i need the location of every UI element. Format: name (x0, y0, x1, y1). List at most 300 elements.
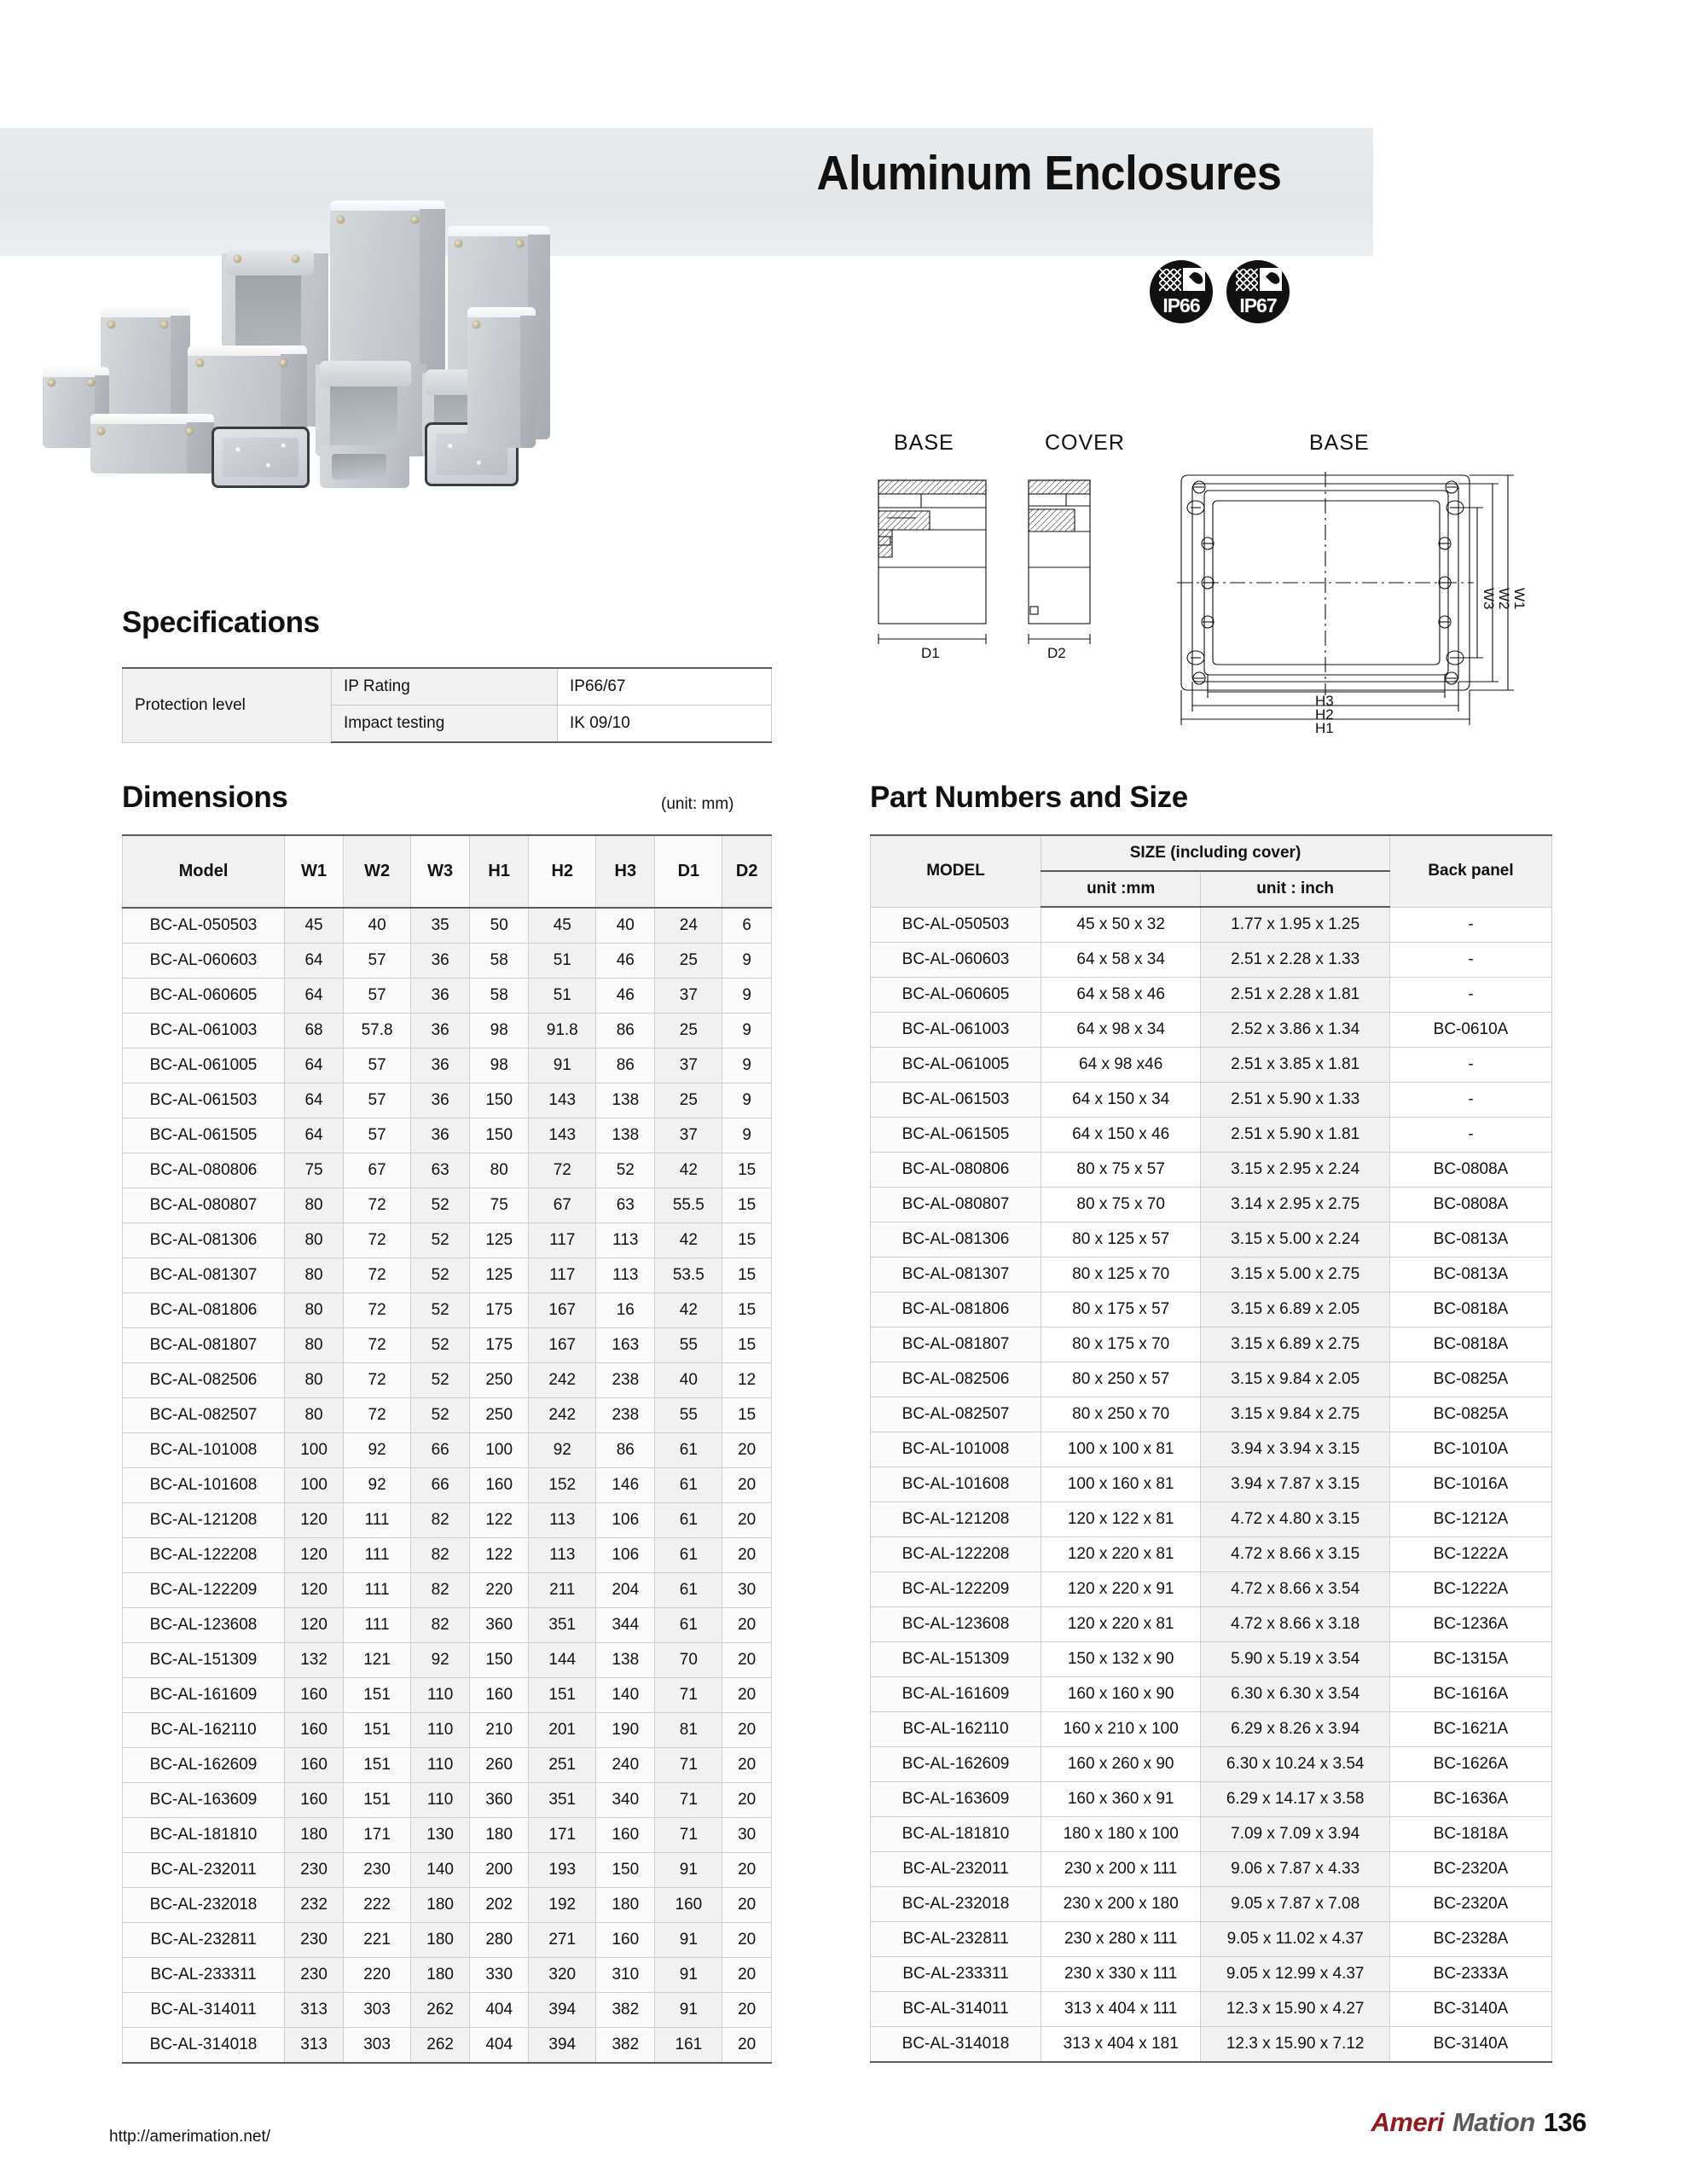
cell-d1: 25 (655, 1014, 722, 1048)
cell-w3: 36 (411, 1048, 470, 1083)
cell-model: BC-AL-314011 (871, 1992, 1041, 2027)
cell-w2: 111 (344, 1608, 411, 1643)
cell-w1: 180 (285, 1818, 344, 1853)
cell-d2: 20 (722, 1748, 772, 1783)
cell-h2: 113 (529, 1503, 596, 1538)
cell-w2: 57 (344, 1083, 411, 1118)
dimensions-table-head (123, 835, 772, 908)
cell-w3: 180 (411, 1888, 470, 1923)
cell-h1: 175 (470, 1293, 529, 1328)
cell-h2: 351 (529, 1608, 596, 1643)
cell-model: BC-AL-061003 (123, 1014, 285, 1048)
table-row (871, 1188, 1552, 1223)
cell-back-panel: BC-0813A (1390, 1258, 1552, 1292)
col-h1: H1 (470, 835, 529, 908)
cell-h3: 140 (596, 1678, 655, 1713)
cell-w2: 72 (344, 1258, 411, 1293)
cell-h3: 238 (596, 1398, 655, 1433)
cell-model: BC-AL-122208 (123, 1538, 285, 1573)
part-numbers-table-head (871, 835, 1552, 907)
cell-size-inch: 3.15 x 9.84 x 2.75 (1201, 1397, 1390, 1432)
cell-w2: 72 (344, 1293, 411, 1328)
cell-w1: 64 (285, 1083, 344, 1118)
cell-w3: 82 (411, 1608, 470, 1643)
cell-h2: 271 (529, 1923, 596, 1958)
cell-h2: 144 (529, 1643, 596, 1678)
cell-h3: 340 (596, 1783, 655, 1818)
cell-h1: 75 (470, 1188, 529, 1223)
cell-h2: 72 (529, 1153, 596, 1188)
cell-d2: 6 (722, 908, 772, 944)
cell-h2: 45 (529, 908, 596, 944)
cell-back-panel: BC-1016A (1390, 1467, 1552, 1502)
cell-d1: 71 (655, 1678, 722, 1713)
cell-d2: 30 (722, 1818, 772, 1853)
cell-back-panel: - (1390, 1118, 1552, 1153)
cell-h3: 382 (596, 1993, 655, 2028)
cell-w1: 100 (285, 1433, 344, 1468)
cell-h3: 63 (596, 1188, 655, 1223)
cell-h2: 167 (529, 1293, 596, 1328)
cell-back-panel: - (1390, 943, 1552, 978)
cell-back-panel: BC-1818A (1390, 1817, 1552, 1852)
cell-model: BC-AL-061005 (123, 1048, 285, 1083)
cell-w1: 64 (285, 1048, 344, 1083)
cell-d1: 61 (655, 1573, 722, 1608)
brand-name-second: Mation (1452, 2107, 1535, 2137)
table-row (123, 1818, 772, 1853)
cell-back-panel: BC-0808A (1390, 1188, 1552, 1223)
cell-model: BC-AL-060603 (871, 943, 1041, 978)
cell-model: BC-AL-232011 (123, 1853, 285, 1888)
cell-h3: 46 (596, 944, 655, 979)
table-row (123, 1188, 772, 1223)
cell-size-mm: 160 x 160 x 90 (1041, 1677, 1201, 1712)
cell-back-panel: BC-3140A (1390, 2027, 1552, 2063)
cell-d2: 20 (722, 1433, 772, 1468)
cell-model: BC-AL-162609 (871, 1747, 1041, 1782)
cell-d2: 20 (722, 1993, 772, 2028)
brand-logo (1371, 2107, 1586, 2138)
cell-model: BC-AL-061003 (871, 1013, 1041, 1048)
specifications-table (122, 667, 772, 743)
table-row (123, 908, 772, 944)
cell-size-inch: 12.3 x 15.90 x 4.27 (1201, 1992, 1390, 2027)
cell-size-mm: 180 x 180 x 100 (1041, 1817, 1201, 1852)
cell-h1: 80 (470, 1153, 529, 1188)
cell-h3: 238 (596, 1363, 655, 1398)
cell-h1: 150 (470, 1083, 529, 1118)
cell-model: BC-AL-123608 (871, 1607, 1041, 1642)
cell-h3: 86 (596, 1048, 655, 1083)
cell-d1: 42 (655, 1153, 722, 1188)
cell-h2: 201 (529, 1713, 596, 1748)
cell-w2: 92 (344, 1433, 411, 1468)
enclosure-med-c (467, 307, 536, 448)
cell-w2: 40 (344, 908, 411, 944)
cell-w3: 52 (411, 1258, 470, 1293)
cell-back-panel: BC-1222A (1390, 1537, 1552, 1572)
cell-w2: 57 (344, 979, 411, 1014)
cell-w2: 222 (344, 1888, 411, 1923)
cell-size-mm: 230 x 280 x 111 (1041, 1922, 1201, 1957)
cell-w1: 120 (285, 1608, 344, 1643)
cell-w2: 111 (344, 1538, 411, 1573)
cell-back-panel: BC-1212A (1390, 1502, 1552, 1537)
cell-w1: 64 (285, 1118, 344, 1153)
cell-model: BC-AL-061503 (871, 1083, 1041, 1118)
cell-w1: 120 (285, 1538, 344, 1573)
cell-size-mm: 80 x 250 x 57 (1041, 1362, 1201, 1397)
cell-w2: 72 (344, 1328, 411, 1363)
part-numbers-table (870, 834, 1552, 2063)
cell-d1: 71 (655, 1748, 722, 1783)
cell-size-mm: 80 x 175 x 70 (1041, 1327, 1201, 1362)
cell-h3: 163 (596, 1328, 655, 1363)
cell-w3: 36 (411, 1083, 470, 1118)
part-numbers-heading: Part Numbers and Size (870, 781, 1188, 814)
cell-w3: 82 (411, 1503, 470, 1538)
cell-h1: 250 (470, 1398, 529, 1433)
cell-size-mm: 230 x 200 x 111 (1041, 1852, 1201, 1887)
cell-d1: 70 (655, 1643, 722, 1678)
cell-size-inch: 2.51 x 2.28 x 1.81 (1201, 978, 1390, 1013)
cell-back-panel: BC-0825A (1390, 1362, 1552, 1397)
cell-d2: 20 (722, 1503, 772, 1538)
table-row (871, 1572, 1552, 1607)
cell-d1: 91 (655, 1958, 722, 1993)
cell-w3: 36 (411, 944, 470, 979)
cell-d2: 15 (722, 1188, 772, 1223)
ip67-badge-icon (1226, 260, 1290, 323)
cell-model: BC-AL-163609 (871, 1782, 1041, 1817)
cell-d2: 20 (722, 1468, 772, 1503)
cell-size-inch: 5.90 x 5.19 x 3.54 (1201, 1642, 1390, 1677)
table-row (871, 1258, 1552, 1292)
table-row (123, 1118, 772, 1153)
table-row (871, 907, 1552, 943)
cell-h2: 143 (529, 1118, 596, 1153)
cell-h2: 152 (529, 1468, 596, 1503)
table-row (871, 1677, 1552, 1712)
cell-model: BC-AL-232811 (123, 1923, 285, 1958)
cell-d1: 24 (655, 908, 722, 944)
cell-d2: 15 (722, 1153, 772, 1188)
cell-model: BC-AL-081306 (123, 1223, 285, 1258)
cell-h2: 242 (529, 1398, 596, 1433)
cell-back-panel: BC-0808A (1390, 1153, 1552, 1188)
cell-model: BC-AL-081807 (123, 1328, 285, 1363)
cell-w1: 313 (285, 1993, 344, 2028)
cell-h2: 91.8 (529, 1014, 596, 1048)
cell-back-panel: BC-3140A (1390, 1992, 1552, 2027)
cell-h2: 394 (529, 1993, 596, 2028)
table-row (871, 1292, 1552, 1327)
callout-h1: H1 (1315, 720, 1334, 736)
cell-model: BC-AL-181810 (123, 1818, 285, 1853)
cell-model: BC-AL-122209 (871, 1572, 1041, 1607)
cell-model: BC-AL-314011 (123, 1993, 285, 2028)
cell-d1: 37 (655, 1048, 722, 1083)
cell-w2: 72 (344, 1398, 411, 1433)
cell-model: BC-AL-060605 (871, 978, 1041, 1013)
cell-h3: 150 (596, 1853, 655, 1888)
cell-h1: 404 (470, 1993, 529, 2028)
cell-w3: 66 (411, 1433, 470, 1468)
cell-h3: 180 (596, 1888, 655, 1923)
cell-w3: 110 (411, 1678, 470, 1713)
cell-h1: 150 (470, 1643, 529, 1678)
cell-size-inch: 2.51 x 3.85 x 1.81 (1201, 1048, 1390, 1083)
brand-name-first: Ameri (1371, 2107, 1444, 2137)
cell-size-mm: 64 x 98 x46 (1041, 1048, 1201, 1083)
cell-h1: 200 (470, 1853, 529, 1888)
cell-h1: 122 (470, 1538, 529, 1573)
ip67-label: IP67 (1239, 294, 1277, 317)
cell-size-mm: 64 x 58 x 34 (1041, 943, 1201, 978)
table-row (123, 1363, 772, 1398)
cell-w2: 151 (344, 1713, 411, 1748)
callout-w3: W3 (1481, 588, 1497, 610)
cell-size-inch: 4.72 x 8.66 x 3.15 (1201, 1537, 1390, 1572)
callout-d1: D1 (921, 645, 940, 661)
part-numbers-table-body (871, 907, 1552, 2062)
dimensions-heading: Dimensions (122, 781, 288, 814)
table-row (123, 1678, 772, 1713)
cell-model: BC-AL-121208 (871, 1502, 1041, 1537)
table-row (123, 1573, 772, 1608)
cell-d1: 91 (655, 1993, 722, 2028)
cell-d2: 9 (722, 944, 772, 979)
drawing-label-base-side: BASE (894, 431, 954, 455)
cell-model: BC-AL-162609 (123, 1748, 285, 1783)
col-w2: W2 (344, 835, 411, 908)
cell-h2: 92 (529, 1433, 596, 1468)
dimensions-table (122, 834, 772, 2064)
cell-w3: 35 (411, 908, 470, 944)
cell-w1: 230 (285, 1923, 344, 1958)
cell-size-inch: 2.52 x 3.86 x 1.34 (1201, 1013, 1390, 1048)
cell-model: BC-AL-081806 (123, 1293, 285, 1328)
col-d2: D2 (722, 835, 772, 908)
cell-back-panel: BC-1626A (1390, 1747, 1552, 1782)
cell-w3: 52 (411, 1223, 470, 1258)
cell-w1: 80 (285, 1328, 344, 1363)
cell-w2: 72 (344, 1363, 411, 1398)
cell-d1: 42 (655, 1223, 722, 1258)
cell-model: BC-AL-080806 (123, 1153, 285, 1188)
cell-h1: 100 (470, 1433, 529, 1468)
table-row (871, 1118, 1552, 1153)
cell-w3: 262 (411, 1993, 470, 2028)
cell-model: BC-AL-101608 (123, 1468, 285, 1503)
cell-d2: 20 (722, 1713, 772, 1748)
table-header-row (123, 835, 772, 908)
cell-d1: 71 (655, 1783, 722, 1818)
table-row (123, 1083, 772, 1118)
cell-d2: 15 (722, 1258, 772, 1293)
cell-h3: 160 (596, 1818, 655, 1853)
cell-h2: 320 (529, 1958, 596, 1993)
spec-value: IK 09/10 (558, 706, 772, 743)
drawing-label-base-top: BASE (1309, 431, 1370, 455)
technical-drawings (861, 431, 1646, 738)
cell-size-mm: 64 x 98 x 34 (1041, 1013, 1201, 1048)
cell-d2: 20 (722, 1888, 772, 1923)
cell-d1: 55.5 (655, 1188, 722, 1223)
cell-w1: 100 (285, 1468, 344, 1503)
cell-h3: 310 (596, 1958, 655, 1993)
cell-h3: 240 (596, 1748, 655, 1783)
table-row (123, 1048, 772, 1083)
table-row (871, 943, 1552, 978)
drawing-svg (861, 463, 1646, 745)
cell-d1: 160 (655, 1888, 722, 1923)
cell-w1: 132 (285, 1643, 344, 1678)
col-unit-mm: unit :mm (1041, 871, 1201, 907)
cell-model: BC-AL-163609 (123, 1783, 285, 1818)
cell-d1: 91 (655, 1923, 722, 1958)
cell-back-panel: BC-1222A (1390, 1572, 1552, 1607)
table-row (123, 1993, 772, 2028)
cell-h2: 143 (529, 1083, 596, 1118)
table-row (123, 1258, 772, 1293)
page-title: Aluminum Enclosures (816, 146, 1282, 200)
cell-size-mm: 120 x 220 x 81 (1041, 1537, 1201, 1572)
footer-url[interactable]: http://amerimation.net/ (109, 2128, 271, 2146)
col-w3: W3 (411, 835, 470, 908)
cell-model: BC-AL-060605 (123, 979, 285, 1014)
cell-model: BC-AL-232018 (123, 1888, 285, 1923)
table-row (123, 1014, 772, 1048)
cell-w1: 80 (285, 1293, 344, 1328)
cell-h3: 106 (596, 1538, 655, 1573)
cell-model: BC-AL-082506 (123, 1363, 285, 1398)
table-row (871, 1223, 1552, 1258)
cell-h3: 138 (596, 1118, 655, 1153)
table-row (871, 1327, 1552, 1362)
cell-w3: 180 (411, 1958, 470, 1993)
spec-key: IP Rating (332, 668, 558, 706)
cell-d2: 9 (722, 1048, 772, 1083)
cell-w2: 151 (344, 1783, 411, 1818)
table-row (871, 1747, 1552, 1782)
cell-h3: 204 (596, 1573, 655, 1608)
cell-h3: 106 (596, 1503, 655, 1538)
cell-w1: 160 (285, 1678, 344, 1713)
cell-h2: 167 (529, 1328, 596, 1363)
cell-d2: 15 (722, 1223, 772, 1258)
cell-w3: 52 (411, 1188, 470, 1223)
cell-h1: 180 (470, 1818, 529, 1853)
enclosure-lid-a (212, 427, 310, 488)
cell-d1: 37 (655, 979, 722, 1014)
cell-size-inch: 9.05 x 7.87 x 7.08 (1201, 1887, 1390, 1922)
table-row (123, 1853, 772, 1888)
cell-w1: 64 (285, 944, 344, 979)
cell-back-panel: BC-0610A (1390, 1013, 1552, 1048)
cell-w1: 313 (285, 2028, 344, 2064)
col-w1: W1 (285, 835, 344, 908)
cell-h1: 150 (470, 1118, 529, 1153)
cell-h3: 190 (596, 1713, 655, 1748)
table-row (123, 2028, 772, 2064)
cell-w2: 92 (344, 1468, 411, 1503)
cell-h1: 360 (470, 1608, 529, 1643)
cell-h2: 193 (529, 1853, 596, 1888)
cell-d1: 25 (655, 944, 722, 979)
cell-h1: 122 (470, 1503, 529, 1538)
cell-d2: 9 (722, 1014, 772, 1048)
cell-w3: 130 (411, 1818, 470, 1853)
cell-h1: 125 (470, 1223, 529, 1258)
cell-back-panel: BC-2320A (1390, 1852, 1552, 1887)
cell-h2: 394 (529, 2028, 596, 2064)
table-row (871, 1887, 1552, 1922)
cell-size-inch: 2.51 x 5.90 x 1.33 (1201, 1083, 1390, 1118)
cell-h3: 138 (596, 1083, 655, 1118)
cell-h3: 160 (596, 1923, 655, 1958)
cell-back-panel: BC-1616A (1390, 1677, 1552, 1712)
table-row (871, 1782, 1552, 1817)
cell-size-mm: 150 x 132 x 90 (1041, 1642, 1201, 1677)
cell-size-inch: 7.09 x 7.09 x 3.94 (1201, 1817, 1390, 1852)
table-row (871, 1362, 1552, 1397)
cell-model: BC-AL-233311 (123, 1958, 285, 1993)
cell-model: BC-AL-061505 (123, 1118, 285, 1153)
cell-h3: 138 (596, 1643, 655, 1678)
cell-model: BC-AL-232811 (871, 1922, 1041, 1957)
dimensions-unit-note: (unit: mm) (661, 795, 734, 813)
cell-w1: 160 (285, 1748, 344, 1783)
cell-w1: 64 (285, 979, 344, 1014)
table-row (871, 1817, 1552, 1852)
table-row (871, 1537, 1552, 1572)
cell-size-mm: 313 x 404 x 181 (1041, 2027, 1201, 2063)
cell-d2: 20 (722, 1538, 772, 1573)
cell-model: BC-AL-082506 (871, 1362, 1041, 1397)
cell-model: BC-AL-314018 (871, 2027, 1041, 2063)
cell-model: BC-AL-232011 (871, 1852, 1041, 1887)
cell-h1: 250 (470, 1363, 529, 1398)
cell-back-panel: BC-1010A (1390, 1432, 1552, 1467)
cell-size-inch: 1.77 x 1.95 x 1.25 (1201, 907, 1390, 943)
cell-back-panel: BC-1315A (1390, 1642, 1552, 1677)
cell-d2: 20 (722, 1608, 772, 1643)
table-row (871, 1642, 1552, 1677)
cell-w1: 160 (285, 1783, 344, 1818)
cell-h2: 117 (529, 1223, 596, 1258)
cell-model: BC-AL-050503 (123, 908, 285, 944)
col-h2: H2 (529, 835, 596, 908)
cell-back-panel: BC-1621A (1390, 1712, 1552, 1747)
cell-w1: 68 (285, 1014, 344, 1048)
cell-h3: 344 (596, 1608, 655, 1643)
cell-w2: 220 (344, 1958, 411, 1993)
page-number: 136 (1543, 2107, 1586, 2137)
cell-w2: 151 (344, 1678, 411, 1713)
cell-h2: 151 (529, 1678, 596, 1713)
cell-w2: 303 (344, 2028, 411, 2064)
col-d1: D1 (655, 835, 722, 908)
cell-d2: 9 (722, 1083, 772, 1118)
cell-model: BC-AL-080806 (871, 1153, 1041, 1188)
cell-w2: 111 (344, 1503, 411, 1538)
cell-w3: 110 (411, 1748, 470, 1783)
ip-badge-group (1150, 260, 1290, 323)
cell-d1: 61 (655, 1433, 722, 1468)
cell-back-panel: - (1390, 978, 1552, 1013)
